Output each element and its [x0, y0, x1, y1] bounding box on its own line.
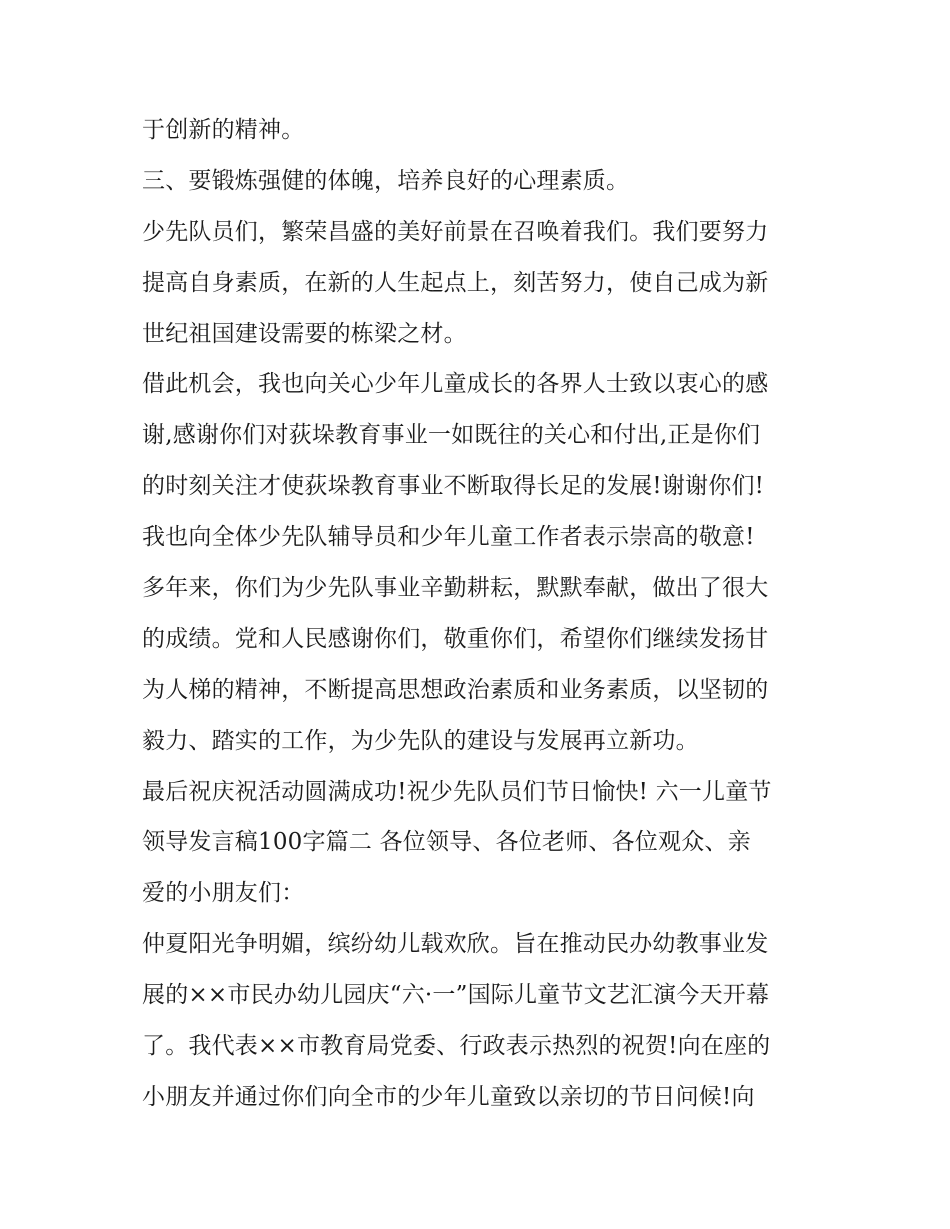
text-line: 最后祝庆祝活动圆满成功!祝少先队员们节日愉快! 六一儿童节: [142, 778, 772, 805]
text-line: 我也向全体少先队辅导员和少年儿童工作者表示崇高的敬意!: [142, 524, 755, 551]
text-line: 三、要锻炼强健的体魄，培养良好的心理素质。: [142, 167, 630, 194]
text-line: 谢,感谢你们对荻垛教育事业一如既往的关心和付出,正是你们: [142, 422, 761, 449]
text-line: 毅力、踏实的工作，为少先队的建设与发展再立新功。: [142, 727, 699, 754]
text-line: 多年来，你们为少先队事业辛勤耕耘，默默奉献，做出了很大: [142, 575, 769, 602]
text-line: 为人梯的精神，不断提高思想政治素质和业务素质，以坚韧的: [142, 676, 769, 703]
text-line: 借此机会，我也向关心少年儿童成长的各界人士致以衷心的感: [142, 371, 769, 398]
text-line: 少先队员们，繁荣昌盛的美好前景在召唤着我们。我们要努力: [142, 218, 769, 245]
text-line: 世纪祖国建设需要的栋梁之材。: [142, 320, 467, 347]
text-line: 的成绩。党和人民感谢你们，敬重你们，希望你们继续发扬甘: [142, 625, 769, 652]
text-line: 提高自身素质，在新的人生起点上，刻苦努力，使自己成为新: [142, 269, 769, 296]
document-body: [142, 105, 822, 1123]
text-line: 了。我代表××市教育局党委、行政表示热烈的祝贺!向在座的: [142, 1033, 771, 1060]
text-line: 展的××市民办幼儿园庆“六·一”国际儿童节文艺汇演今天开幕: [142, 982, 770, 1009]
text-line: 领导发言稿100字篇二 各位领导、各位老师、各位观众、亲: [142, 829, 751, 856]
text-line: 小朋友并通过你们向全市的少年儿童致以亲切的节日问候!向: [142, 1083, 755, 1110]
text-line: 的时刻关注才使荻垛教育事业不断取得长足的发展!谢谢你们!: [142, 473, 765, 500]
text-line: 仲夏阳光争明媚，缤纷幼儿载欢欣。旨在推动民办幼教事业发: [142, 931, 769, 958]
text-line: 爱的小朋友们：: [142, 880, 305, 907]
text-line: 于创新的精神。: [142, 117, 305, 143]
